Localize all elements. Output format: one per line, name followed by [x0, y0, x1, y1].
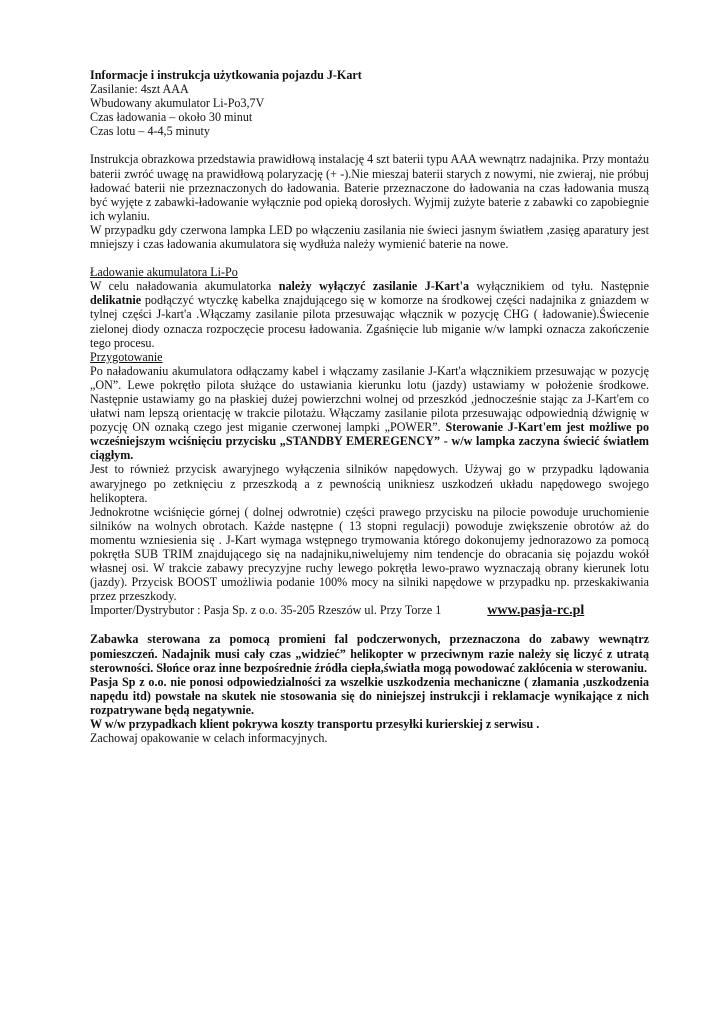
emergency-paragraph: Jest to również przycisk awaryjnego wyłączenia silników napędowych. Używaj go w przypadku lądowania awaryjnego po zetknięciu z przeszkodą a z pewnością unikniesz uszkodzeń układu napędowego swojego helikoptera. [90, 462, 649, 505]
charging-paragraph: W celu naładowania akumulatorka należy wyłączyć zasilanie J-Kart'a wyłącznikiem od tyłu. Następnie delikatnie podłączyć wtyczkę kabelka znajdującego się w komorze na środkowej części nadajnika z gniazdem w tylnej części J-kart'a .Włączamy zasilanie pilota przesuwając włącznik w pozycję CHG ( ładowanie).Świecenie zielonej diody oznacza rozpoczęcie procesu ładowania. Zgaśnięcie lub miganie w/w lampki oznacza zakończenie tego procesu. [90, 279, 649, 350]
controls-paragraph: Jednokrotne wciśnięcie górnej ( dolnej odwrotnie) części prawego przycisku na pilocie powoduje uruchomienie silników na wolnych obrotach. Każde następne ( 13 stopni regulacji) powoduje zwiększenie obrotów aż do momentu wzniesienia się . J-Kart wymaga wstępnego trymowania którego dokonujemy jednorazowo za pomocą pokrętła SUB TRIM znajdującego się na nadajniku,niwelujemy nim tendencje do obracania się pojazdu wokół własnej osi. W trakcie zabawy precyzyjne ruchy lewego pokrętła lewo-prawo wyznaczają obrany kierunek lotu (jazdy). Przycisk BOOST umożliwia podanie 100% mocy na silniki napędowe w przypadku np. przeskakiwania przez przeszkody. [90, 504, 649, 604]
preparation-heading: Przygotowanie [90, 349, 163, 364]
spec-battery: Wbudowany akumulator Li-Po3,7V [90, 96, 265, 111]
led-note: W przypadku gdy czerwona lampka LED po włączeniu zasilania nie świeci jasnym światłem ,zasięg aparatury jest mniejszy i czas ładowania akumulatora się wydłuża należy wymienić baterie na nowe. [90, 222, 649, 252]
warning-liability: Pasja Sp z o.o. nie ponosi odpowiedzialności za wszelkie uszkodzenia mechaniczne ( złamania ,uszkodzenia napędu itd) powstałe na skutek nie stosowania się do niniejszej instrukcji i reklamacje wynikające z nich rozpatrywane będą negatywnie. [90, 674, 649, 717]
spec-flight-time: Czas lotu – 4-4,5 minuty [90, 124, 210, 139]
importer-line: Importer/Dystrybutor : Pasja Sp. z o.o. 35-205 Rzeszów ul. Przy Torze 1 www.pasja-rc.pl [90, 603, 585, 619]
spec-charge-time: Czas ładowania – około 30 minut [90, 110, 253, 125]
document-page [90, 68, 649, 745]
battery-instructions: Instrukcja obrazkowa przedstawia prawidłową instalację 4 szt baterii typu AAA wewnątrz nadajnika. Przy montażu baterii zwróć uwagę na prawidłową polaryzację (+ -).Nie mieszaj baterii starych z nowymi, nie zwieraj, nie próbuj ładować baterii nie przeznaczonych do ładowania. Baterie przeznaczone do ładowania na czas ładowania muszą być wyjęte z zabawki-ładowanie wyłącznie pod opieką dorosłych. Wyjmij zużyte baterie z zabawki co zapobiegnie ich wylaniu. [90, 152, 649, 223]
charging-heading: Ładowanie akumulatora Li-Po [90, 265, 238, 280]
preparation-paragraph: Po naładowaniu akumulatora odłączamy kabel i włączamy zasilanie J-Kart'a włącznikiem przesuwając w pozycję „ON”. Lewe pokrętło pilota służące do ustawiania kierunku lotu (jazdy) ustawiamy w położenie środkowe. Następnie ustawiamy go na płaskiej dużej powierzchni wolnej od przeszkód ,jednocześnie stając za J-Kart'em co ułatwi nam lepszą orientację w trakcie pilotażu. Włączamy zasilanie pilota przesuwając odpowiednią dźwignię w pozycję ON oznaką czego jest miganie czerwonej lampki „POWER”. Sterowanie J-Kart'em jest możliwe po wcześniejszym wciśnięciu przycisku „STANDBY EMEREGENCY” - w/w lampka zaczyna świecić światłem ciągłym. [90, 363, 649, 463]
website-link[interactable]: www.pasja-rc.pl [487, 603, 585, 619]
packaging-note: Zachowaj opakowanie w celach informacyjnych. [90, 731, 328, 746]
document-title: Informacje i instrukcja użytkowania pojazdu J-Kart [90, 68, 362, 82]
warning-infrared: Zabawka sterowana za pomocą promieni fal podczerwonych, przeznaczona do zabawy wewnątrz pomieszczeń. Nadajnik musi cały czas „widzieć” helikopter w przeciwnym razie należy się liczyć z utratą sterowności. Słońce oraz inne bezpośrednie źródła ciepła,światła mogą powodować zakłócenia w sterowaniu. [90, 632, 649, 675]
spec-power: Zasilanie: 4szt AAA [90, 82, 189, 97]
warning-shipping: W w/w przypadkach klient pokrywa koszty transportu przesyłki kurierskiej z serwisu . [90, 717, 540, 732]
